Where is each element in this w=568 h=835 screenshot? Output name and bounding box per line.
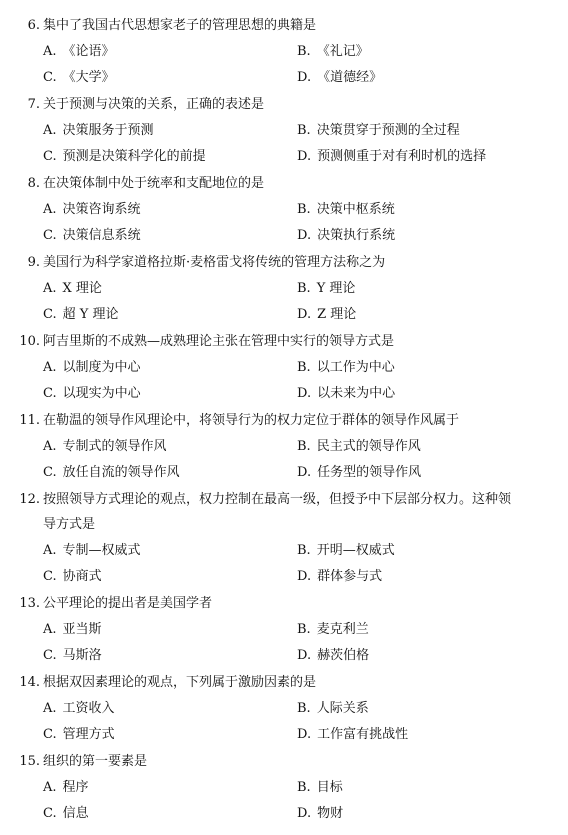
option-text: 马斯洛: [62, 648, 102, 663]
option-c: [43, 460, 180, 486]
option-text: 《论语》: [62, 44, 115, 59]
question-14-stem-row: [0, 670, 568, 696]
option-d: [297, 801, 343, 827]
option-text: 《大学》: [62, 70, 115, 85]
question-14-options-row-1: [0, 696, 568, 722]
question-stem: 关于预测与决策的关系，正确的表述是: [43, 97, 265, 112]
option-c: [43, 65, 115, 91]
option-d: [297, 564, 382, 590]
question-stem: 公平理论的提出者是美国学者: [43, 596, 213, 611]
option-d: [297, 302, 356, 328]
question-13-options-row-1: [0, 617, 568, 643]
question-stem: 阿吉里斯的不成熟—成熟理论主张在管理中实行的领导方式是: [43, 334, 395, 349]
question-11-options-row-2: [0, 460, 568, 486]
question-15-stem-row: [0, 749, 568, 775]
option-b: [297, 538, 395, 564]
option-a: [43, 775, 89, 801]
question-11-options-row-1: [0, 434, 568, 460]
option-letter: D.: [297, 386, 312, 401]
question-number: 11.: [19, 413, 40, 428]
option-letter: C.: [43, 386, 57, 401]
option-letter: A.: [43, 701, 57, 716]
option-letter: C.: [43, 648, 57, 663]
option-text: 目标: [316, 780, 343, 795]
question-stem: 按照领导方式理论的观点，权力控制在最高一级，但授予中下层部分权力。这种领: [43, 492, 512, 507]
option-d: [297, 643, 369, 669]
option-letter: C.: [43, 228, 57, 243]
option-letter: A.: [43, 202, 57, 217]
option-text: 以未来为中心: [317, 386, 396, 401]
option-a: [43, 118, 154, 144]
option-letter: C.: [43, 149, 57, 164]
question-9-options-row-1: [0, 276, 568, 302]
question-13-options-row-2: [0, 643, 568, 669]
option-letter: C.: [43, 465, 57, 480]
question-6-stem-row: [0, 13, 568, 39]
question-stem: 组织的第一要素是: [43, 754, 148, 769]
question-8-options-row-2: [0, 223, 568, 249]
option-text: 信息: [62, 806, 89, 821]
option-b: [297, 696, 369, 722]
option-b: [297, 775, 343, 801]
option-text: 民主式的领导作风: [316, 439, 421, 454]
question-number: 8.: [27, 176, 40, 191]
option-letter: A.: [43, 123, 57, 138]
option-letter: A.: [43, 780, 57, 795]
option-text: 赫茨伯格: [317, 648, 370, 663]
option-text: 决策服务于预测: [62, 123, 154, 138]
option-text: 决策执行系统: [317, 228, 396, 243]
option-text: 决策中枢系统: [316, 202, 395, 217]
option-letter: B.: [297, 622, 311, 637]
option-d: [297, 65, 382, 91]
option-text: 放任自流的领导作风: [62, 465, 180, 480]
question-7-stem-row: [0, 92, 568, 118]
option-text: Z 理论: [317, 307, 357, 322]
question-8-stem-row: [0, 171, 568, 197]
option-letter: B.: [297, 439, 311, 454]
question-7-options-row-1: [0, 118, 568, 144]
option-b: [297, 118, 460, 144]
question-stem: 美国行为科学家道格拉斯·麦格雷戈将传统的管理方法称之为: [43, 255, 386, 270]
option-d: [297, 144, 486, 170]
option-letter: A.: [43, 543, 57, 558]
question-number: 6.: [27, 18, 40, 33]
option-letter: C.: [43, 307, 57, 322]
question-12-stem-row: [0, 487, 568, 513]
option-a: [43, 355, 141, 381]
question-11-stem-row: [0, 408, 568, 434]
option-text: 决策贯穿于预测的全过程: [316, 123, 460, 138]
option-c: [43, 381, 141, 407]
option-letter: B.: [297, 202, 311, 217]
option-letter: B.: [297, 123, 311, 138]
option-letter: B.: [297, 44, 311, 59]
option-b: [297, 617, 369, 643]
option-text: 以制度为中心: [62, 360, 141, 375]
option-text: 人际关系: [316, 701, 369, 716]
option-b: [297, 197, 395, 223]
option-letter: A.: [43, 622, 57, 637]
option-text: 决策咨询系统: [62, 202, 141, 217]
question-12-options-row-1: [0, 538, 568, 564]
question-number: 12.: [19, 492, 40, 507]
option-a: [43, 617, 102, 643]
option-d: [297, 223, 395, 249]
option-text: 任务型的领导作风: [317, 465, 422, 480]
option-c: [43, 302, 118, 328]
option-a: [43, 434, 167, 460]
question-stem-continuation: 导方式是: [43, 517, 96, 532]
question-number: 10.: [19, 334, 40, 349]
option-letter: D.: [297, 648, 312, 663]
option-d: [297, 722, 408, 748]
option-letter: B.: [297, 543, 311, 558]
option-b: [297, 355, 395, 381]
option-text: Y 理论: [316, 281, 356, 296]
question-stem: 在勒温的领导作风理论中，将领导行为的权力定位于群体的领导作风属于: [43, 413, 460, 428]
option-text: 以现实为中心: [62, 386, 141, 401]
option-letter: C.: [43, 70, 57, 85]
option-letter: D.: [297, 307, 312, 322]
question-14-options-row-2: [0, 722, 568, 748]
option-text: 工资收入: [62, 701, 115, 716]
question-8-options-row-1: [0, 197, 568, 223]
question-10-options-row-2: [0, 381, 568, 407]
question-12-options-row-2: [0, 564, 568, 590]
option-text: 管理方式: [62, 727, 115, 742]
question-number: 15.: [19, 754, 40, 769]
option-a: [43, 538, 141, 564]
option-letter: A.: [43, 281, 57, 296]
option-text: 超 Y 理论: [62, 307, 119, 322]
option-text: 亚当斯: [62, 622, 102, 637]
option-c: [43, 564, 102, 590]
option-letter: C.: [43, 569, 57, 584]
option-text: 专制—权威式: [62, 543, 141, 558]
option-text: 预测侧重于对有利时机的选择: [317, 149, 487, 164]
question-stem: 集中了我国古代思想家老子的管理思想的典籍是: [43, 18, 317, 33]
option-c: [43, 801, 89, 827]
option-b: [297, 434, 421, 460]
option-letter: B.: [297, 780, 311, 795]
question-9-stem-row: [0, 250, 568, 276]
option-letter: D.: [297, 228, 312, 243]
question-10-stem-row: [0, 329, 568, 355]
option-letter: B.: [297, 360, 311, 375]
option-letter: D.: [297, 465, 312, 480]
option-text: 《道德经》: [317, 70, 383, 85]
option-text: 物财: [317, 806, 344, 821]
option-c: [43, 223, 141, 249]
option-letter: D.: [297, 569, 312, 584]
question-6-options-row-1: [0, 39, 568, 65]
option-c: [43, 643, 102, 669]
option-a: [43, 276, 102, 302]
option-text: 协商式: [62, 569, 102, 584]
option-letter: D.: [297, 149, 312, 164]
option-text: 决策信息系统: [62, 228, 141, 243]
option-c: [43, 722, 115, 748]
question-number: 14.: [19, 675, 40, 690]
question-number: 9.: [27, 255, 40, 270]
option-c: [43, 144, 206, 170]
option-text: 开明—权威式: [316, 543, 395, 558]
question-15-options-row-2: [0, 801, 568, 827]
option-letter: A.: [43, 44, 57, 59]
question-number: 7.: [27, 97, 40, 112]
question-13-stem-row: [0, 591, 568, 617]
question-12-stem-continuation-row: [0, 512, 568, 538]
option-text: 专制式的领导作风: [62, 439, 167, 454]
option-letter: C.: [43, 806, 57, 821]
option-text: 工作富有挑战性: [317, 727, 409, 742]
option-text: X 理论: [62, 281, 102, 296]
question-stem: 在决策体制中处于统率和支配地位的是: [43, 176, 265, 191]
question-7-options-row-2: [0, 144, 568, 170]
option-letter: A.: [43, 439, 57, 454]
question-6-options-row-2: [0, 65, 568, 91]
option-letter: D.: [297, 70, 312, 85]
option-b: [297, 276, 355, 302]
question-number: 13.: [19, 596, 40, 611]
question-9-options-row-2: [0, 302, 568, 328]
option-text: 麦克利兰: [316, 622, 369, 637]
option-b: [297, 39, 369, 65]
option-letter: A.: [43, 360, 57, 375]
option-d: [297, 460, 421, 486]
option-text: 《礼记》: [316, 44, 369, 59]
question-stem: 根据双因素理论的观点，下列属于激励因素的是: [43, 675, 317, 690]
option-d: [297, 381, 395, 407]
option-a: [43, 39, 115, 65]
option-letter: B.: [297, 701, 311, 716]
option-letter: D.: [297, 806, 312, 821]
option-text: 群体参与式: [317, 569, 383, 584]
option-letter: D.: [297, 727, 312, 742]
option-letter: C.: [43, 727, 57, 742]
option-text: 预测是决策科学化的前提: [62, 149, 206, 164]
option-text: 以工作为中心: [316, 360, 395, 375]
option-text: 程序: [62, 780, 89, 795]
option-letter: B.: [297, 281, 311, 296]
option-a: [43, 696, 115, 722]
option-a: [43, 197, 141, 223]
question-15-options-row-1: [0, 775, 568, 801]
question-10-options-row-1: [0, 355, 568, 381]
